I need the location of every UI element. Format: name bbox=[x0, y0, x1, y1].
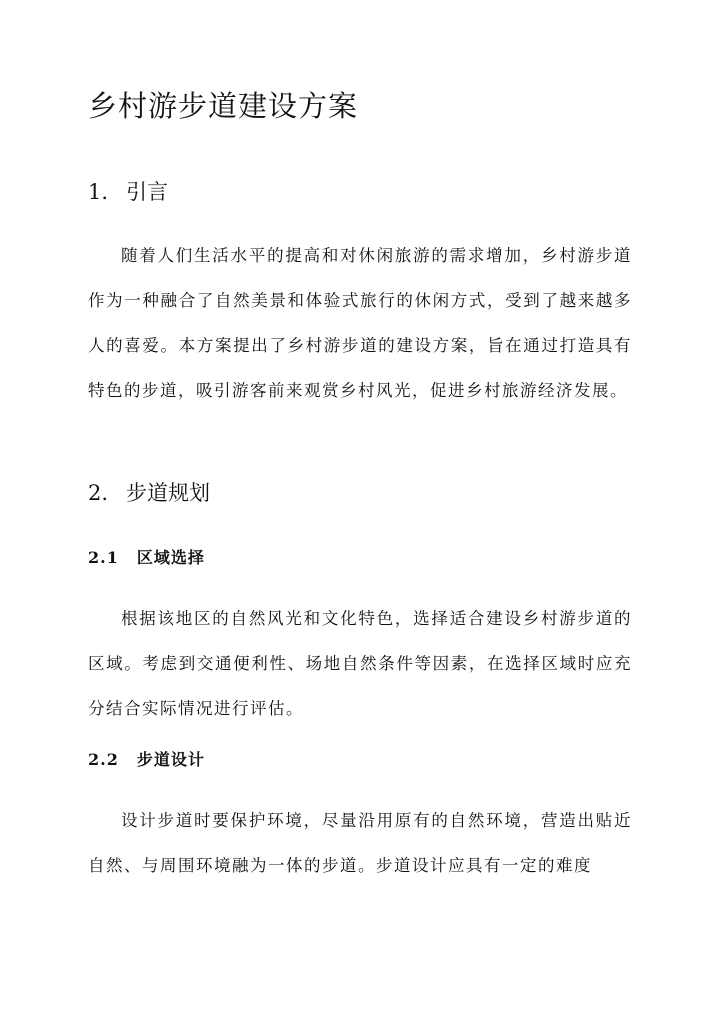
document-title: 乡村游步道建设方案 bbox=[88, 89, 359, 123]
section-heading-2 bbox=[88, 477, 210, 507]
trail-design-paragraph: 设计步道时要保护环境，尽量沿用原有的自然环境，营造出贴近自然、与周围环境融为一体的步道。步道设计应具有一定的难度 bbox=[88, 811, 632, 875]
subsection-title: 区域选择 bbox=[136, 548, 205, 567]
subsection-number: 2.2 bbox=[88, 750, 119, 769]
section-number: 2. bbox=[88, 481, 109, 505]
section-title: 步道规划 bbox=[126, 481, 211, 505]
section-title: 引言 bbox=[126, 180, 169, 204]
intro-paragraph: 随着人们生活水平的提高和对休闲旅游的需求增加，乡村游步道作为一种融合了自然美景和体验式旅行的休闲方式，受到了越来越多人的喜爱。本方案提出了乡村游步道的建设方案，旨在通过打造具有特色的步道，吸引游客前来观赏乡村风光，促进乡村旅游经济发展。 bbox=[88, 246, 632, 400]
subsection-title: 步道设计 bbox=[136, 750, 205, 769]
section-heading-1 bbox=[88, 176, 168, 206]
subsection-heading-2-2 bbox=[88, 747, 205, 770]
section-number: 1. bbox=[88, 180, 109, 204]
subsection-number: 2.1 bbox=[88, 548, 119, 567]
subsection-heading-2-1 bbox=[88, 545, 205, 568]
region-selection-paragraph: 根据该地区的自然风光和文化特色，选择适合建设乡村游步道的区域。考虑到交通便利性、场地自然条件等因素，在选择区域时应充分结合实际情况进行评估。 bbox=[88, 609, 632, 718]
